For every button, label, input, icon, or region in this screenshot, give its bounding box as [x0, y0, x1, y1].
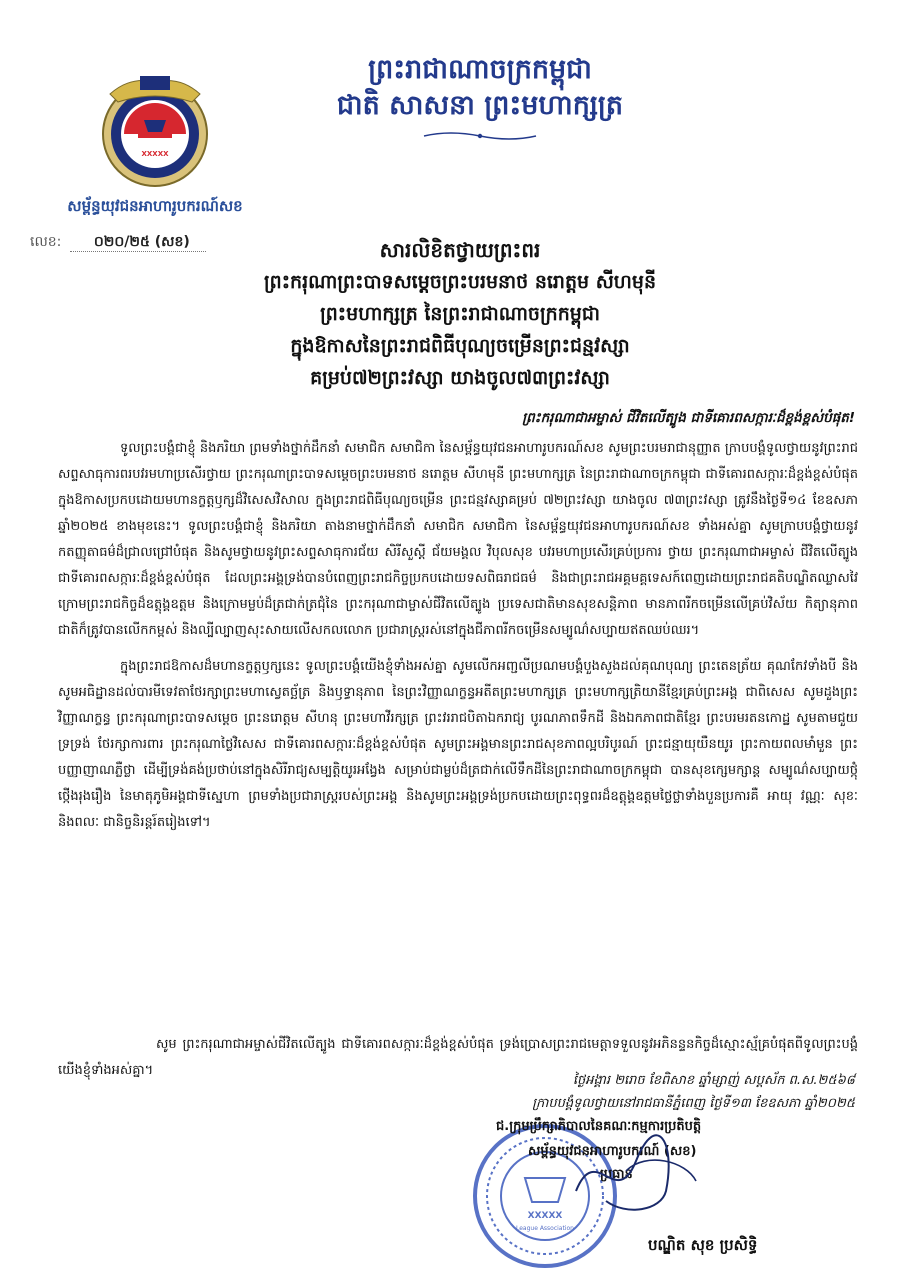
- body-paragraph-1: ទូលព្រះបង្គំជាខ្ញុំ និងភរិយា ព្រមទាំងថ្នាក់ដឹកនាំ សមាជិក សមាជិកា នៃសម្ព័ន្ធយុវជនអាហារូបករណ៍សខ សូមព្រះបរមរាជានុញ្ញាត ក្រាបបង្គំទូលថ្វាយនូវព្រះរាជសព្ទសាធុការពរបវរមហាប្រសើរថ្វាយ ព្រះករុណាព្រះបាទសម្តេចព្រះបរមនាថ នរោត្តម សីហមុនី ព្រះមហាក្សត្រ នៃព្រះរាជាណាចក្រកម្ពុជា ជាទីគោរពសក្ការៈដ៏ខ្ពង់ខ្ពស់បំផុត ក្នុងឱកាសប្រកបដោយមហានក្ខត្តឫក្សដ៏វិសេសវិសាល ក្នុងព្រះរាជពិធីបុណ្យចម្រើន ព្រះជន្មវស្សាគម្រប់ ៧២ព្រះវស្សា យាងចូល ៧៣ព្រះវស្សា ត្រូវនឹងថ្ងៃទី១៤ ខែឧសភា ឆ្នាំ២០២៥ ខាងមុខនេះ។ ទូលព្រះបង្គំជាខ្ញុំ និងភរិយា តាងនាមថ្នាក់ដឹកនាំ សមាជិក សមាជិកា នៃសម្ព័ន្ធយុវជនអាហារូបករណ៍សខ ទាំងអស់គ្នា សូមក្រាបបង្គំថ្វាយនូវកតញ្ញុតាធម៌ដ៏ជ្រាលជ្រៅបំផុត និងសូមថ្វាយនូវព្រះសព្ទសាធុការជ័យ សិរីសួស្តី ជ័យមង្គល វិបុលសុខ បវរមហាប្រសើរគ្រប់ប្រការ ថ្វាយ ព្រះករុណាជាអម្ចាស់ ជីវិតលើត្បូង ជាទីគោរពសក្ការៈដ៏ខ្ពង់ខ្ពស់បំផុត ដែលព្រះអង្គទ្រង់បានបំពេញព្រះរាជកិច្ចប្រកបដោយទសពិធរាជធម៌ និងជាព្រះរាជអគ្គមគ្គទេសក៍ពេញដោយព្រះរាជគតិបណ្ឌិតឈ្លាសវៃ ក្រោមព្រះរាជកិច្ចដ៏ឧត្តុង្គឧត្តម និងក្រោមម្លប់ដ៏ត្រជាក់ត្រជុំនៃ ព្រះករុណាជាម្ចាស់ជីវិតលើត្បូង ប្រទេសជាតិមានសុខសន្តិភាព មានភាពរីកចម្រើនលើគ្រប់វិស័យ កិត្យានុភាពជាតិក៏ត្រូវបានលើកកម្ពស់ និងល្បីល្បាញសុះសាយលើសកលលោក ប្រជារាស្ត្ររស់នៅក្នុងជីភាពរីកចម្រើនសម្បូណ៌សប្បាយឥតឈប់ឈរ។: [58, 441, 858, 638]
- ref-value: ០២០/២៥ (សខ): [70, 234, 206, 252]
- kingdom-line1: ព្រះរាជាណាចក្រកម្ពុជា: [368, 54, 592, 85]
- svg-text:League Association: League Association: [516, 1225, 574, 1232]
- body-paragraph-2: ក្នុងព្រះរាជឱកាសដ៏មហានក្ខត្តឫក្សនេះ ទូលព្រះបង្គំយើងខ្ញុំទាំងអស់គ្នា សូមលើកអញ្ជលីប្រណមបង្គំបួងសួងដល់គុណបុណ្យ ព្រះតេនត្រ័យ គុណកែវទាំងបី និងសូមអធិដ្ឋានដល់បារមីទេវតាថែរក្សាព្រះមហាស្វេតច្ឆ័ត្រ និងឫទ្ធានុភាព នៃព្រះវិញ្ញាណក្ខន្ធអតីតព្រះមហាក្សត្រ ព្រះមហាក្សត្រិយានីខ្មែរគ្រប់ព្រះអង្គ ជាពិសេស សូមដួងព្រះវិញ្ញាណក្ខន្ធ ព្រះករុណាព្រះបាទសម្តេច ព្រះនរោត្តម សីហនុ ព្រះមហាវីរក្សត្រ ព្រះវររាជបិតាឯករាជ្យ បូរណភាពទឹកដី និងឯកភាពជាតិខ្មែរ ព្រះបរមរតនកោដ្ឋ សូមតាមជួយទ្រទ្រង់ ថែរក្សាការពារ ព្រះករុណាថ្លៃវិសេស ជាទីគោរពសក្ការៈដ៏ខ្ពង់ខ្ពស់បំផុត សូមព្រះអង្គមានព្រះរាជសុខភាពល្អបរិបូរណ៍ ព្រះជន្មាយុយឺនយូរ ព្រះកាយពលមាំមួន ព្រះបញ្ញាញាណភ្លឺថ្លា ដើម្បីទ្រង់គង់ប្រថាប់នៅក្នុងសិរីរាជ្យសម្បត្តិយូរអង្វែង សម្រាប់ជាម្លប់ដ៏ត្រជាក់លើទឹកដីនៃព្រះរាជាណាចក្រកម្ពុជា បានសុខក្សេមក្សាន្ត សម្បូណ៌សប្បាយថ្កុំថ្កើងរុងរឿង នៃមាតុភូមិអង្គជាទីស្នេហា ព្រមទាំងប្រជារាស្ត្ររបស់ព្រះអង្គ និងសូមព្រះអង្គទ្រង់ប្រកបដោយព្រះពុទ្ធពរដ៏ឧត្តុង្គឧត្តមថ្លៃថ្លាទាំងបួនប្រការគឺ អាយុ វណ្ណៈ សុខៈ និងពលៈ ជានិច្ចនិរន្តរ៍តរៀងទៅ។: [58, 659, 858, 830]
- title-line3: ព្រះមហាក្សត្រ នៃព្រះរាជាណាចក្រកម្ពុជា: [320, 303, 600, 325]
- letter-body: [58, 436, 858, 846]
- signature-title-line1: ជ.ក្រុមប្រឹក្សាភិបាលនៃគណៈកម្មការប្រតិបត្តិ: [496, 1119, 702, 1134]
- letter-titles: [180, 234, 740, 394]
- organization-name: សម្ព័ន្ធយុវជនអាហារូបករណ៍សខ: [67, 197, 243, 215]
- svg-text:XXXXX: XXXXX: [141, 150, 169, 158]
- title-line5: គម្រប់៧២ព្រះវស្សា យាងចូល៧៣ព្រះវស្សា: [310, 367, 610, 389]
- svg-text:XXXXX: XXXXX: [527, 1211, 563, 1221]
- signature-title-line2: សម្ព័ន្ធយុវជនអាហារូបករណ៍ (សខ): [528, 1144, 697, 1159]
- solar-date: ក្រាបបង្គំទូលថ្វាយនៅរាជធានីភ្នំពេញ ថ្ងៃទី១៣ ខែឧសភា ឆ្នាំ២០២៥: [532, 1096, 855, 1111]
- title-line2: ព្រះករុណាព្រះបាទសម្តេចព្រះបរមនាថ នរោត្តម សីហមុនី: [263, 271, 657, 293]
- kingdom-line2: ជាតិ សាសនា ព្រះមហាក្សត្រ: [336, 90, 624, 121]
- kingdom-heading: [290, 52, 670, 142]
- signer-name: បណ្ឌិត សុខ ប្រសិទ្ធិ: [648, 1236, 758, 1254]
- ref-label: លេខ:: [30, 234, 62, 250]
- salutation: ព្រះករុណាជាអម្ចាស់ ជីវិតលើត្បូង ជាទីគោរពសក្ការៈដ៏ខ្ពង់ខ្ពស់បំផុត!: [522, 410, 855, 426]
- body-paragraph-3: សូម ព្រះករុណាជាអម្ចាស់ជីវិតលើត្បូង ជាទីគោរពសក្ការៈដ៏ខ្ពង់ខ្ពស់បំផុត ទ្រង់ប្រោសព្រះរាជមេត្តាទទួលនូវអភិនន្ទនកិច្ចដ៏ស្មោះស្ម័គ្របំផុតពីទូលព្រះបង្គំយើងខ្ញុំទាំងអស់គ្នា។: [58, 1037, 858, 1078]
- organization-logo: [100, 72, 210, 192]
- title-line4: ក្នុងឱកាសនៃព្រះរាជពិធីបុណ្យចម្រើនព្រះជន្មវស្សា: [290, 335, 630, 357]
- lunar-date: ថ្ងៃអង្គារ ២រោច ខែពិសាខ ឆ្នាំម្សាញ់ សប្តស័ក ព.ស.២៥៦៨: [572, 1073, 855, 1088]
- signature-title-line3: ប្រធាន: [600, 1167, 633, 1182]
- ornament-divider-icon: [420, 130, 540, 142]
- handwritten-signature-icon: [566, 1121, 706, 1231]
- title-line1: សារលិខិតថ្វាយព្រះពរ: [379, 238, 541, 262]
